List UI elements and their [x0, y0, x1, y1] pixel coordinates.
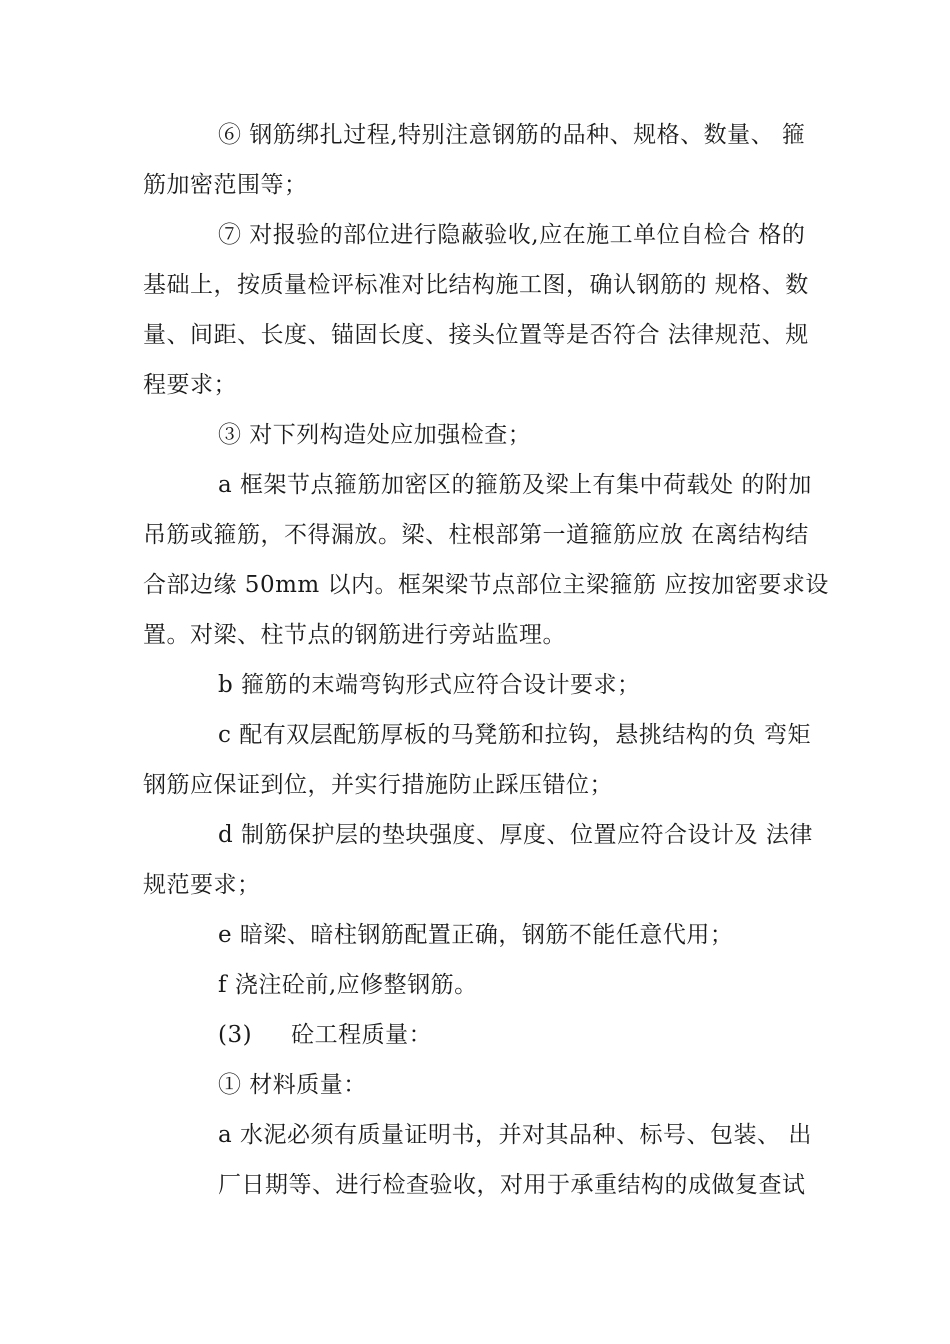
text-line: ⑦ 对报验的部位进行隐蔽验收,应在施工单位自检合 格的 [218, 222, 806, 248]
text-line: c 配有双层配筋厚板的马凳筋和拉钩，悬挑结构的负 弯矩 [218, 722, 812, 748]
text-line: 合部边缘 50mm 以内。框架梁节点部位主梁箍筋 应按加密要求设 [143, 572, 829, 598]
text-line: ③ 对下列构造处应加强检查； [218, 422, 532, 448]
text-line: 基础上，按质量检评标准对比结构施工图，确认钢筋的 规格、数 [143, 272, 809, 298]
text-line: a 水泥必须有质量证明书，并对其品种、标号、包装、 出 [218, 1122, 812, 1148]
text-line: d 制筋保护层的垫块强度、厚度、位置应符合设计及 法律 [218, 822, 813, 848]
text-line: 钢筋应保证到位，并实行措施防止踩压错位； [143, 772, 613, 798]
text-line: b 箍筋的末端弯钩形式应符合设计要求； [218, 672, 641, 698]
text-line: 吊筋或箍筋，不得漏放。梁、柱根部第一道箍筋应放 在离结构结 [143, 522, 809, 548]
text-line: 筋加密范围等； [143, 172, 308, 198]
text-line: 置。对梁、柱节点的钢筋进行旁站监理。 [143, 622, 566, 648]
text-line: ⑥ 钢筋绑扎过程,特别注意钢筋的品种、规格、数量、 箍 [218, 122, 806, 148]
text-line: 程要求； [143, 372, 237, 398]
text-line: f 浇注砼前,应修整钢筋。 [218, 972, 478, 998]
text-line: 量、间距、长度、锚固长度、接头位置等是否符合 法律规范、规 [143, 322, 809, 348]
text-line: e 暗梁、暗柱钢筋配置正确，钢筋不能任意代用； [218, 922, 734, 948]
text-line: 厂日期等、进行检查验收，对用于承重结构的成做复查试 [218, 1172, 806, 1198]
subsection-heading: ① 材料质量： [218, 1072, 367, 1098]
text-line: 规范要求； [143, 872, 261, 898]
text-line: a 框架节点箍筋加密区的箍筋及梁上有集中荷载处 的附加 [218, 472, 812, 498]
section-heading: (3) 砼工程质量： [218, 1022, 433, 1048]
